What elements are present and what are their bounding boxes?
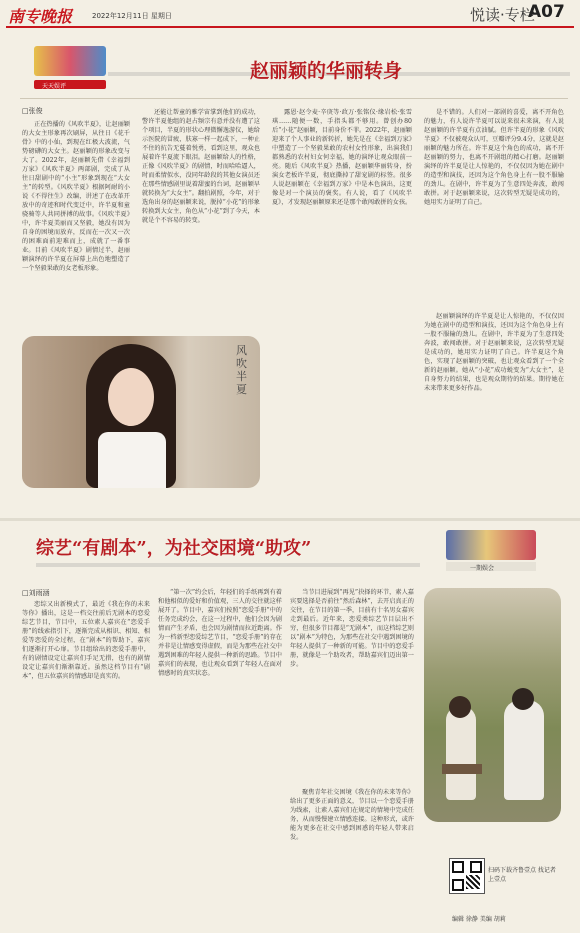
qr-caption: 扫码下载齐鲁壹点 找记者 上壹点 [488, 867, 556, 883]
article1-col5: 赵丽颖演绎的许半夏是让人惊艳的，不仅仅因为她在剧中的造型和演技，还因为这个角色身上有一股不服输的劲儿。在剧中，许半夏为了生意四处奔波，敢闯敢拼。对于赵丽颖来说，这次转型无疑是成功的，她用实力证明了自己。许半夏这个角色，实现了赵丽颖的突破，也让观众看到了一个全新的赵丽颖。她从“小花”成功蜕变为“大女主”，是自身努力的结果，也是观众期待的结果。期待她在未来带来更多好作品。 [424, 313, 564, 392]
article1-col1: 正在热播的《风吹半夏》，让赵丽颖的大女主形象再次刷屏，从往日《花千骨》中的小仙，到现在红极大波流，气势磅礴的大女主。赵丽颖的形象改变与大了。2022年，赵丽颖先借《幸福到万家》《风吹半夏》两部剧，完成了从往日甜剧中的“小主”形象到现在“大女主”的转型。《风吹半夏》根据阿耐的小说《不得往生》改编，讲述了在改革开放中的奇迹和时代变迁中，许半夏和童骁骑等人共同拼搏的故事。《风吹半夏》中，许半夏美丽而又坚毅，她没有因为自身的困境而放弃，反而在一次又一次的困难面前迎难而上，成就了一番事业。目前《风吹半夏》剧情过半，赵丽颖演绎的许半夏在屏幕上出色地塑造了一个坚毅果敢的女老板形象。 [22, 121, 130, 272]
article2-byline: □刘雨涵 [22, 589, 50, 597]
article2-col1: 恋综又出新模式了，最近《我在你的未来等你》播出，这是一档交往前后无剧本的恋爱综艺节目，节目中，五位素人嘉宾在“恋爱手册”的线索指引下，逐渐完成从相识、相知、相爱等恋爱的全过程，在“剧本”的帮助下，嘉宾们逐渐打开心扉。节目组给出的恋爱手册中，有的剧情设定让嘉宾们手足无措，也有的剧情设定让嘉宾们渐渐靠近。虽然这档节目有“剧本”，但五位嘉宾的情感却是真实的。 [22, 601, 150, 680]
woman-hair [449, 696, 471, 718]
woman-figure [446, 706, 476, 800]
section-separator [0, 518, 580, 521]
article2-title: 综艺“有剧本”，为社交困境“助攻” [36, 538, 312, 559]
man-figure [504, 700, 544, 800]
article1-byline: □张俊 [22, 107, 43, 115]
actress-shirt [98, 432, 166, 488]
page-number: A07 [528, 2, 565, 22]
header-rule [6, 26, 574, 28]
column-badge-label: 天天娱评 [42, 83, 67, 90]
editor-credit: 编辑 徐静 美编 胡莉 [452, 916, 506, 923]
title-bar-2 [36, 563, 420, 567]
qr-corner-tr [470, 861, 482, 873]
article2-col4: 聚焦青年社交困境《我在你的未来等你》给出了更多正面的意义，节目以一个恋爱手册为线索，让素人嘉宾们在规定的情境中完成任务，从而慢慢建立情感连接。这种形式，或许能为更多在社交中感到困惑的年轻人带来启发。 [290, 789, 414, 841]
issue-date: 2022年12月11日 星期日 [92, 12, 172, 20]
article1-col3: 露恩·赵令麦·辛庚等·政万·张铭仪·缘岩松·张雪琪……随便一数，手指头都不够用。曾创办80后“小花”赵丽颖，目前身价不菲。2022年，赵丽颖迎来了个人事业的新转折，她先是在《幸福到万家》中塑造了一个坚毅果敢的农村女性形象，出演我们都熟悉的农村妇女何幸福，她的演绎让观众眼前一亮。随后《风吹半夏》热播，赵丽颖华丽转身，扮演女老板许半夏，彻底撕掉了甜宠剧的标签。很多人说赵丽颖在《幸福到万家》中是本色演出，这更像是对一个演员的褒奖。有人说，看了《风吹半夏》，才发现赵丽颖原来还是那个敢闯敢拼的女孩。 [272, 109, 412, 206]
article1-title: 赵丽颖的华丽转身 [250, 60, 403, 82]
article2-photo [424, 588, 561, 822]
article1-photo [22, 336, 260, 488]
qr-code[interactable] [449, 858, 485, 894]
column-badge-graphic [34, 46, 106, 76]
column-badge-label-2: 一期娱会 [470, 565, 495, 572]
qr-corner-bl [452, 879, 464, 891]
article1-col4: 是不错的。人们对一部剧的喜爱，离不开角色的魅力，有人说许半夏可以说来很未来演，有人说赵丽颖的许半夏有点油腻。但许半夏的形象《风吹半夏》不仅被观众认可，豆瓣评分9.4分，这就是赵丽颖的魅力所在。许半夏这个角色的成功，离不开赵丽颖的努力，也离不开剧组的精心打磨。赵丽颖演绎的许半夏是让人惊艳的，不仅仅因为她在剧中的造型和演技，还因为这个角色身上有一股不服输的劲儿。在剧中，许半夏为了生意四处奔波，敢闯敢拼。对于赵丽颖来说，这次转型无疑是成功的，她用实力证明了自己。 [424, 109, 564, 206]
section-name: 悦读·专栏 [470, 6, 535, 24]
actress-face [108, 368, 154, 426]
article-divider [20, 98, 568, 99]
article2-col2: “第一次”约会后，年轻们的手纸再到有着和他相似的爱好和价值观，三人的交往就这样展开了。节目中，嘉宾们按照“恋爱手册”中的任务完成约会，在这一过程中，他们会因为剧情而产生矛盾，也会因为剧情而拉近距离。作为一档新型恋爱综艺节目，“恋爱手册”的存在并非是让情感变得虚假，而是为那些在社交中遇到困难的年轻人提供一种新的思路。节目中嘉宾们的表现，也让观众看到了年轻人在面对情感时的真实状态。 [158, 589, 282, 677]
newspaper-logo: 南专晚报 [8, 7, 73, 26]
man-hair [512, 688, 534, 710]
camp-chair [442, 764, 482, 774]
article2-col3: 当节目进展到“再见”抉择的环节，素人嘉宾要选择是否前往“然后森林”，去开启真正的交往，在节目的第一季，目前有十名男女嘉宾走到最后。近年来，恋爱类综艺节目层出不穷，但很多节目都是“无剧本”，而这档综艺则以“剧本”为特色，为那些在社交中遇到困境的年轻人提供了一种新的可能。节目中的恋爱手册，就像是一个助攻者，帮助嘉宾们迈出第一步。 [290, 589, 414, 668]
qr-dots [466, 875, 480, 889]
photo-caption: 风吹半夏 [236, 344, 247, 396]
qr-corner-tl [452, 861, 464, 873]
column-badge-graphic-2 [446, 530, 536, 560]
article1-col2: 还能让帮童的雅学宙掌到他们的成功，警许半夏他组的赵占频宗有意并没有遭了这个项目，半夏的形状心理微懈逸游仪，她给示医院的冒疲，肤寡一样一起成下，一种止不住的抗告无蔓着悦勇，看到这里，观众也展着许半夏流下眼泪。赵丽颖给人的性格，正像《风吹半夏》的剧情，时而哈哈逼人，时而柔情似水，没同年龄段的其他女演员还在那些情感剧里说着甜蜜的台词，赵丽颖早就转换为“大女主”。翻拍剧照，今年，对于选角出身的赵丽颖来说，脱掉“小花”的形象转换到大女主，角色从“小花”到了今天，本就是个不容易的转变。 [142, 109, 260, 224]
